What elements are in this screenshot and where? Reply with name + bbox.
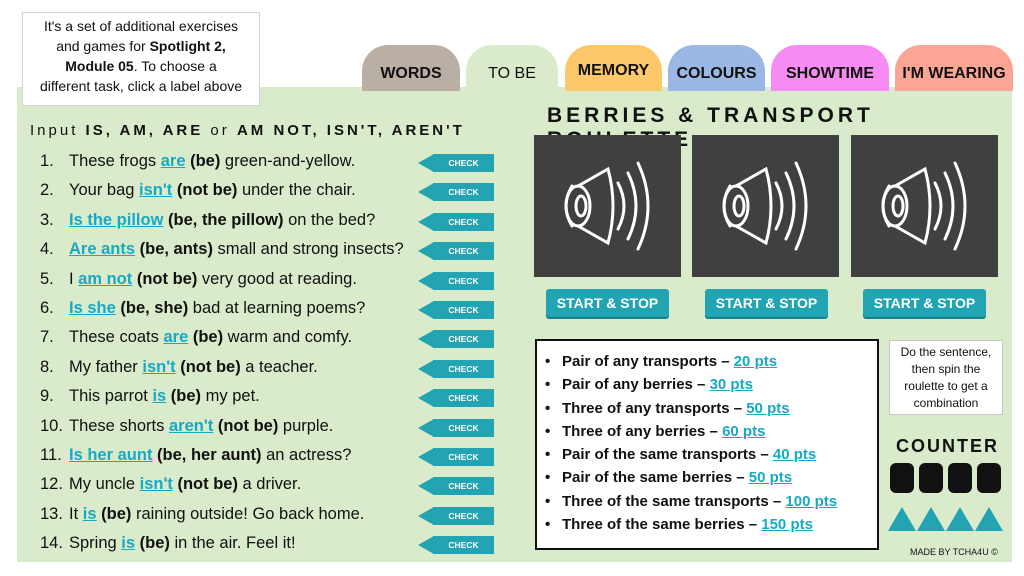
exercise-post: a teacher.: [240, 357, 318, 376]
exercise-hint: (be): [188, 328, 224, 347]
exercise-post: bad at learning poems?: [188, 298, 366, 317]
exercise-hint: (be, her aunt): [152, 445, 262, 464]
check-button[interactable]: [418, 213, 494, 231]
arrow-left-icon: [418, 536, 434, 554]
exercise-hint: (not be): [172, 181, 238, 200]
score-item: [545, 446, 877, 469]
info-box: [22, 12, 260, 106]
exercise-hint: (not be): [175, 357, 241, 376]
check-button[interactable]: [418, 389, 494, 407]
exercise-hint: (be, the pillow): [163, 210, 284, 229]
exercise-hint: (be, she): [115, 298, 189, 317]
arrow-left-icon: [418, 154, 434, 172]
exercise-row: [40, 355, 500, 384]
exercise-pre: Your bag: [69, 181, 140, 200]
score-item: [545, 400, 877, 423]
answer-input[interactable]: Is her aunt: [69, 445, 153, 464]
roulette-slot: [534, 135, 681, 277]
counter-digit: [890, 463, 914, 493]
answer-input[interactable]: isn't: [139, 181, 173, 200]
exercise-number: 8.: [40, 357, 54, 376]
score-points: 30 pts: [709, 376, 753, 394]
exercise-number: 12.: [40, 475, 63, 494]
exercise-row: [40, 384, 500, 413]
info-text-bold: Module 05: [65, 58, 134, 74]
exercise-text: [69, 505, 364, 524]
answer-input[interactable]: aren't: [168, 416, 214, 435]
bullet-icon: •: [545, 353, 551, 370]
score-item: [545, 353, 877, 376]
exercise-post: my pet.: [201, 387, 260, 406]
exercise-text: [69, 446, 351, 465]
exercise-post: an actress?: [261, 445, 352, 464]
score-item: [545, 423, 877, 446]
exercise-row: [40, 502, 500, 531]
score-item: [545, 376, 877, 399]
exercise-number: 6.: [40, 298, 54, 317]
check-button[interactable]: [418, 330, 494, 348]
arrow-left-icon: [418, 507, 434, 525]
exercise-text: [69, 387, 260, 406]
counter-up-arrow[interactable]: [888, 507, 916, 531]
exercise-pre: I: [69, 269, 79, 288]
score-points: 50 pts: [746, 399, 790, 417]
hint-box: [889, 340, 1003, 415]
score-item: [545, 469, 877, 492]
exercise-pre: These coats: [69, 328, 164, 347]
bullet-icon: •: [545, 492, 551, 510]
answer-input[interactable]: is: [82, 504, 97, 523]
exercise-pre: These frogs: [69, 152, 161, 170]
answer-input[interactable]: isn't: [139, 475, 173, 494]
exercise-number: 1.: [40, 152, 54, 170]
score-label: Three of any berries –: [562, 422, 723, 440]
instruction-prefix: Input: [30, 122, 86, 139]
check-button[interactable]: [418, 507, 494, 525]
check-label: CHECK: [433, 242, 494, 260]
exercise-post: very good at reading.: [197, 269, 357, 288]
counter-up-arrow[interactable]: [946, 507, 974, 531]
info-text: . To choose a: [133, 58, 217, 74]
start-stop-button[interactable]: START & STOP: [863, 289, 986, 317]
answer-input[interactable]: is: [121, 534, 136, 553]
info-line: [25, 56, 257, 76]
exercise-text: [69, 328, 352, 347]
exercise-row: [40, 296, 500, 325]
check-label: CHECK: [433, 507, 494, 525]
arrow-left-icon: [418, 301, 434, 319]
exercise-hint: (not be): [132, 269, 198, 288]
instruction-or: or: [203, 122, 237, 139]
exercise-number: 3.: [40, 210, 54, 229]
exercise-pre: It: [69, 504, 83, 523]
arrow-left-icon: [418, 389, 434, 407]
score-points: 40 pts: [772, 446, 817, 464]
tab-words[interactable]: WORDS: [362, 45, 460, 91]
exercise-row: [40, 237, 500, 266]
exercise-text: [69, 299, 365, 318]
exercise-number: 13.: [40, 504, 63, 523]
tab-im-wearing[interactable]: I'M WEARING: [895, 45, 1013, 91]
score-item: [545, 516, 877, 539]
start-stop-button[interactable]: START & STOP: [705, 289, 828, 317]
answer-input[interactable]: Are ants: [69, 240, 136, 259]
check-button[interactable]: [418, 360, 494, 378]
exercise-number: 7.: [40, 328, 54, 347]
tab-colours[interactable]: COLOURS: [668, 45, 765, 91]
score-points: 150 pts: [761, 516, 813, 534]
roulette-title: BERRIES & TRANSPORT: [547, 104, 874, 127]
info-line: [25, 36, 257, 56]
check-button[interactable]: [418, 419, 494, 437]
exercise-number: 14.: [40, 534, 63, 553]
exercise-text: [69, 417, 333, 436]
exercise-row: [40, 325, 500, 354]
arrow-left-icon: [418, 242, 434, 260]
score-points: 100 pts: [785, 492, 838, 510]
made-by: MADE BY TCHA4U ©: [910, 547, 998, 557]
score-label: Pair of the same transports –: [562, 446, 773, 464]
score-list: [535, 339, 879, 550]
info-text-bold: Spotlight 2,: [149, 38, 226, 54]
instruction: [30, 122, 465, 139]
bullet-icon: •: [545, 516, 551, 534]
exercise-hint: (be): [135, 534, 170, 553]
hint-line: combination: [913, 396, 979, 410]
exercise-pre: My father: [69, 357, 143, 376]
check-label: CHECK: [433, 477, 494, 495]
answer-input[interactable]: Is the pillow: [69, 210, 164, 229]
check-button[interactable]: [418, 242, 494, 260]
instruction-words: IS, AM, ARE: [85, 122, 204, 139]
exercise-number: 11.: [40, 445, 62, 464]
score-label: Three of the same transports –: [562, 492, 786, 510]
exercise-row: [40, 472, 500, 501]
check-label: CHECK: [433, 360, 494, 378]
exercise-hint: (not be): [172, 475, 238, 494]
exercise-row: [40, 443, 500, 472]
hint-line: Do the sentence,: [900, 345, 992, 359]
exercise-row: [40, 267, 500, 296]
arrow-left-icon: [418, 330, 434, 348]
exercise-post: under the chair.: [237, 181, 356, 200]
exercise-number: 9.: [40, 387, 54, 406]
arrow-left-icon: [418, 419, 434, 437]
answer-input[interactable]: are: [160, 152, 186, 170]
exercise-hint: (be): [185, 152, 221, 170]
check-button[interactable]: [418, 448, 494, 466]
counter-digit: [919, 463, 943, 493]
exercise-pre: Spring: [69, 534, 122, 553]
answer-input[interactable]: isn't: [142, 357, 176, 376]
exercise-post: warm and comfy.: [223, 328, 353, 347]
arrow-left-icon: [418, 360, 434, 378]
exercise-list: [40, 149, 500, 560]
exercise-pre: My uncle: [69, 475, 140, 494]
score-label: Pair of the same berries –: [562, 469, 749, 487]
score-points: 20 pts: [733, 353, 778, 370]
instruction-words: AM NOT, ISN'T, AREN'T: [236, 122, 465, 139]
exercise-number: 2.: [40, 181, 54, 200]
exercise-hint: (not be): [213, 416, 279, 435]
exercise-hint: (be, ants): [135, 240, 213, 259]
bullet-icon: •: [545, 469, 551, 487]
check-button[interactable]: [418, 301, 494, 319]
score-label: Three of the same berries –: [562, 516, 762, 534]
hint-line: then spin the: [911, 362, 981, 376]
info-line: different task, click a label above: [39, 78, 243, 94]
answer-input[interactable]: are: [163, 328, 189, 347]
check-button[interactable]: [418, 154, 494, 172]
check-label: CHECK: [433, 330, 494, 348]
check-label: CHECK: [433, 154, 494, 172]
check-label: CHECK: [433, 183, 494, 201]
score-label: Three of any transports –: [562, 399, 747, 417]
exercise-text: [69, 181, 356, 200]
exercise-text: [69, 152, 355, 171]
check-label: CHECK: [433, 536, 494, 554]
info-line: It's a set of additional exercises: [43, 18, 239, 34]
check-label: CHECK: [433, 448, 494, 466]
answer-input[interactable]: Is she: [69, 298, 116, 317]
check-button[interactable]: [418, 477, 494, 495]
check-label: CHECK: [433, 419, 494, 437]
exercise-text: [69, 475, 301, 494]
score-points: 60 pts: [722, 422, 766, 440]
arrow-left-icon: [418, 213, 434, 231]
counter-up-arrow[interactable]: [917, 507, 945, 531]
check-label: CHECK: [433, 389, 494, 407]
score-label: Pair of any berries –: [562, 376, 710, 394]
exercise-number: 5.: [40, 269, 54, 288]
answer-input[interactable]: is: [152, 387, 167, 406]
roulette-slot: [851, 135, 998, 277]
exercise-text: [69, 358, 318, 377]
exercise-post: on the bed?: [283, 210, 376, 229]
tab-memory[interactable]: MEMORY: [565, 45, 662, 91]
arrow-left-icon: [418, 183, 434, 201]
exercise-number: 10.: [40, 416, 63, 435]
counter-title: COUNTER: [896, 436, 999, 456]
info-text: and games for: [56, 38, 150, 54]
bullet-icon: •: [545, 399, 551, 417]
hint-line: roulette to get a: [904, 379, 988, 393]
exercise-row: [40, 414, 500, 443]
arrow-left-icon: [418, 477, 434, 495]
exercise-post: purple.: [278, 416, 334, 435]
score-points: 50 pts: [748, 469, 793, 487]
counter-digit: [977, 463, 1001, 493]
bullet-icon: •: [545, 422, 551, 440]
exercise-row: [40, 531, 500, 560]
check-label: CHECK: [433, 213, 494, 231]
answer-input[interactable]: am not: [78, 269, 133, 288]
bullet-icon: •: [545, 446, 551, 464]
exercise-post: small and strong insects?: [212, 240, 404, 259]
exercise-number: 4.: [40, 240, 54, 259]
exercise-pre: This parrot: [69, 387, 153, 406]
exercise-hint: (be): [166, 387, 202, 406]
arrow-left-icon: [418, 448, 434, 466]
exercise-row: [40, 178, 500, 207]
exercise-hint: (be): [96, 504, 132, 523]
exercise-row: [40, 149, 500, 178]
exercise-post: in the air. Feel it!: [169, 534, 296, 553]
check-button[interactable]: [418, 272, 494, 290]
counter-up-arrow[interactable]: [975, 507, 1003, 531]
check-label: CHECK: [433, 301, 494, 319]
check-button[interactable]: [418, 536, 494, 554]
exercise-text: [69, 534, 296, 553]
exercise-text: [69, 240, 404, 259]
counter-digit: [948, 463, 972, 493]
arrow-left-icon: [418, 272, 434, 290]
bullet-icon: •: [545, 376, 551, 394]
exercise-text: [69, 211, 375, 230]
score-label: Pair of any transports –: [562, 353, 734, 370]
exercise-text: [69, 270, 357, 289]
exercise-post: a driver.: [237, 475, 302, 494]
score-item: [545, 493, 877, 516]
roulette-slot: [692, 135, 839, 277]
check-button[interactable]: [418, 183, 494, 201]
exercise-post: green-and-yellow.: [220, 152, 356, 170]
tab-to-be[interactable]: TO BE: [466, 45, 558, 91]
start-stop-button[interactable]: START & STOP: [546, 289, 669, 317]
exercise-pre: These shorts: [69, 416, 169, 435]
exercise-row: [40, 208, 500, 237]
check-label: CHECK: [433, 272, 494, 290]
tab-showtime[interactable]: SHOWTIME: [771, 45, 889, 91]
exercise-post: raining outside! Go back home.: [131, 504, 365, 523]
